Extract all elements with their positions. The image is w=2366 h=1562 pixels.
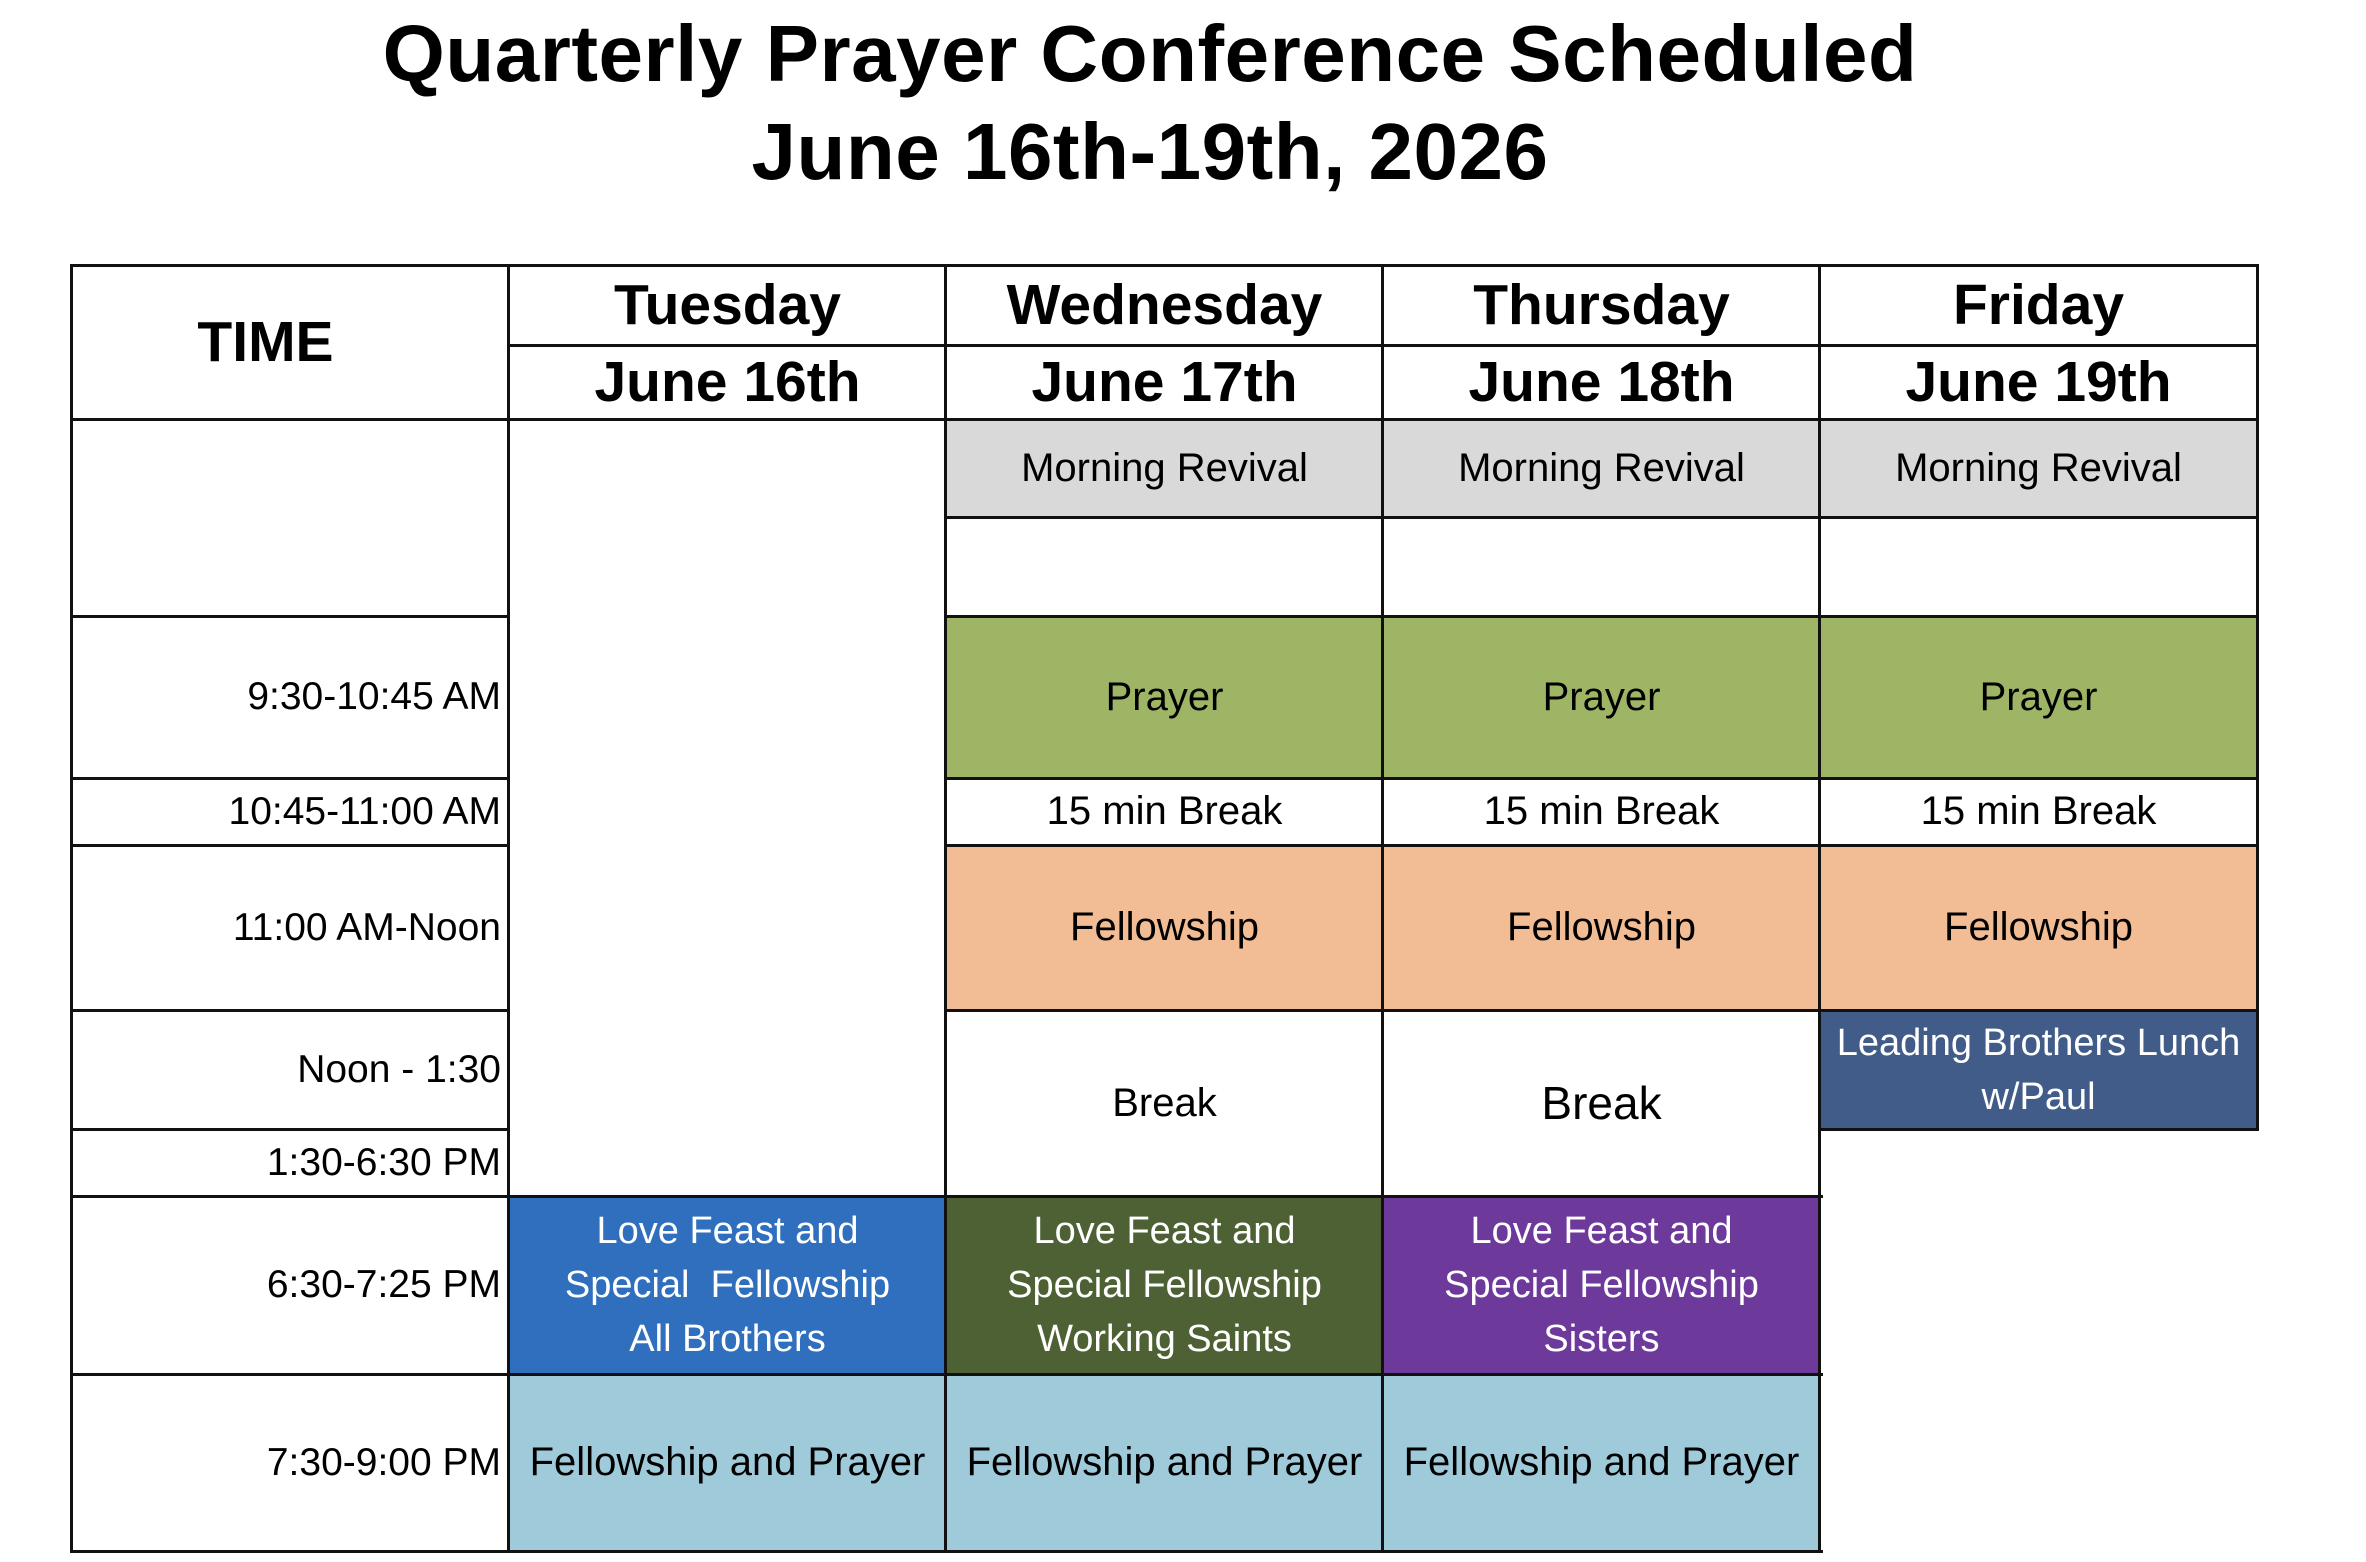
- love-feast-line-1: Love Feast and: [596, 1210, 859, 1252]
- time-label: 7:30-9:00 PM: [266, 1440, 501, 1484]
- grid-line: [1381, 264, 1384, 1553]
- page-title: Quarterly Prayer Conference Scheduled: [382, 9, 1918, 98]
- day-header-wednesday: Wednesday: [1006, 273, 1323, 337]
- grid-line: [946, 615, 2259, 618]
- fellowship-thursday: Fellowship: [1383, 845, 1820, 1010]
- grid-line: [946, 1009, 2259, 1012]
- prayer-friday: Prayer: [1820, 616, 2257, 778]
- grid-line: [71, 418, 2259, 421]
- day-header-thursday: Thursday: [1473, 273, 1730, 337]
- time-label: 10:45-11:00 AM: [228, 789, 501, 833]
- lunch-line-2: w/Paul: [1981, 1075, 2096, 1118]
- grid-line: [71, 1009, 509, 1012]
- love-feast-line-2: Special Fellowship: [564, 1264, 891, 1306]
- love-feast-line-1: Love Feast and: [1470, 1210, 1733, 1252]
- grid-line: [71, 1373, 1823, 1376]
- grid-line: [946, 777, 2259, 780]
- grid-line: [71, 844, 509, 847]
- love-feast-line-3: Working Saints: [1037, 1318, 1292, 1360]
- date-header-thursday: June 18th: [1468, 350, 1735, 414]
- date-header-wednesday: June 17th: [1031, 350, 1298, 414]
- prayer-wednesday: Prayer: [946, 616, 1383, 778]
- grid-line: [944, 264, 947, 1553]
- date-header-friday: June 19th: [1905, 350, 2172, 414]
- time-label: Noon - 1:30: [297, 1047, 501, 1091]
- date-header-tuesday: June 16th: [594, 350, 861, 414]
- love-feast-thursday: [1383, 1196, 1820, 1374]
- short-break-friday: 15 min Break: [1920, 789, 2157, 833]
- grid-line: [1818, 264, 1821, 1553]
- grid-line: [71, 264, 2259, 267]
- grid-line: [71, 615, 509, 618]
- grid-line: [2256, 264, 2259, 1131]
- day-header-friday: Friday: [1952, 273, 2125, 337]
- fellowship-prayer-thursday: Fellowship and Prayer: [1383, 1374, 1820, 1551]
- time-label: 6:30-7:25 PM: [266, 1263, 501, 1306]
- leading-brothers-lunch-friday: [1820, 1010, 2257, 1129]
- break-wednesday: Break: [1112, 1080, 1217, 1125]
- time-header: TIME: [197, 310, 334, 374]
- love-feast-line-3: All Brothers: [629, 1318, 826, 1360]
- fellowship-friday: Fellowship: [1820, 845, 2257, 1010]
- grid-line: [71, 777, 509, 780]
- grid-line: [71, 1195, 1823, 1198]
- grid-line: [507, 264, 510, 1553]
- grid-line: [946, 516, 2259, 519]
- morning-revival-wednesday: Morning Revival: [946, 419, 1383, 517]
- prayer-thursday: Prayer: [1383, 616, 1820, 778]
- love-feast-line-2: Special Fellowship: [1007, 1264, 1322, 1306]
- fellowship-prayer-wednesday: Fellowship and Prayer: [946, 1374, 1383, 1551]
- lunch-line-1: Leading Brothers Lunch: [1836, 1021, 2241, 1064]
- page-subtitle: June 16th-19th, 2026: [751, 107, 1549, 196]
- love-feast-line-2: Special Fellowship: [1444, 1264, 1759, 1306]
- time-label: 1:30-6:30 PM: [266, 1140, 501, 1184]
- love-feast-tuesday: [509, 1196, 946, 1374]
- grid-line: [509, 344, 2259, 347]
- morning-revival-friday: Morning Revival: [1820, 419, 2257, 517]
- time-label: 11:00 AM-Noon: [232, 905, 501, 949]
- morning-revival-thursday: Morning Revival: [1383, 419, 1820, 517]
- fellowship-prayer-tuesday: Fellowship and Prayer: [509, 1374, 946, 1551]
- grid-line: [70, 264, 73, 1553]
- grid-line: [71, 1550, 1823, 1553]
- short-break-wednesday: 15 min Break: [1046, 789, 1283, 833]
- grid-line: [1820, 1128, 2259, 1131]
- fellowship-wednesday: Fellowship: [946, 845, 1383, 1010]
- short-break-thursday: 15 min Break: [1483, 789, 1720, 833]
- grid-line: [71, 1128, 509, 1131]
- break-thursday: Break: [1541, 1077, 1662, 1129]
- time-label: 9:30-10:45 AM: [247, 675, 501, 718]
- grid-line: [946, 844, 2259, 847]
- love-feast-line-3: Sisters: [1543, 1318, 1660, 1360]
- day-header-tuesday: Tuesday: [613, 273, 842, 337]
- love-feast-wednesday: [946, 1196, 1383, 1374]
- love-feast-line-1: Love Feast and: [1033, 1210, 1296, 1252]
